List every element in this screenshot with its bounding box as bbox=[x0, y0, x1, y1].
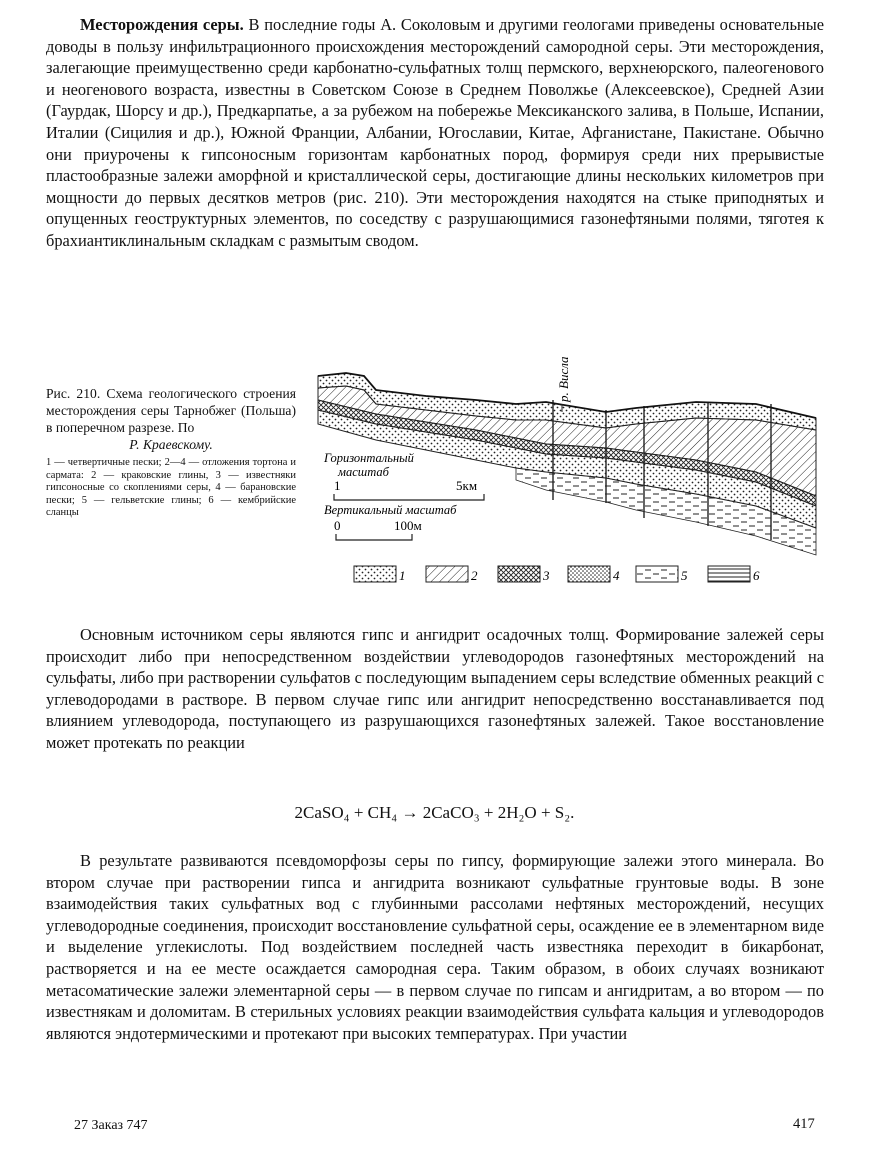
legend-swatch-1 bbox=[354, 566, 396, 582]
paragraph-1 bbox=[46, 14, 824, 252]
hscale-title-1: Горизонтальный bbox=[324, 451, 414, 465]
legend-num-6: 6 bbox=[753, 568, 760, 583]
legend-swatch-4 bbox=[568, 566, 610, 582]
hscale-title-2: масштаб bbox=[338, 465, 389, 479]
page-number: 417 bbox=[793, 1116, 815, 1132]
paragraph-1-text: В последние годы А. Соколовым и другими геологами приведены основательные доводы в пользу инфильтрационного происхождения месторождений самородной серы. Эти месторождения, залегающие преимущественно среди карбонатно-сульфатных толщ пермского, верхнеюрского, палеогенового и неогенового возраста, известны в Советском Союзе в Среднем Поволжье (Алексеевское), Средней Азии (Гаурдак, Шорсу и др.), Предкарпатье, а за рубежом на побережье Мексиканского залива, в Польше, Испании, Италии (Сицилия и др.), Южной Франции, Албании, Югославии, Китае, Афганистане, Пакистане. Обычно они приурочены к гипсоносным горизонтам карбонатных пород, формируя среди них прерывистые пластообразные залежи аморфной и кристаллической серы, достигающие длины нескольких километров при мощности до первых десятков метров (рис. 210). Эти месторождения находятся на стыке приподнятых и опущенных геоструктурных элементов, по соседству с разрушающимися газонефтяными полями, тяготея к брахиантиклинальным складкам с размытым сводом. bbox=[46, 15, 824, 250]
legend-swatch-6 bbox=[708, 566, 750, 582]
legend-num-4: 4 bbox=[613, 568, 620, 583]
vscale-end: 100м bbox=[394, 518, 422, 533]
geological-cross-section bbox=[316, 340, 836, 602]
figure-caption bbox=[46, 385, 296, 520]
legend-swatch-5 bbox=[636, 566, 678, 582]
footer-order: 27 Заказ 747 bbox=[74, 1118, 148, 1133]
legend-num-2: 2 bbox=[471, 568, 478, 583]
caption-author: Р. Краевскому. bbox=[129, 437, 213, 452]
caption-legend: 1 — четвертичные пески; 2—4 — отложения тортона и сармата: 2 — краковские глины, 3 — известняки гипсоносные со скоплениями серы, 4 — барановские пески; 5 — гельветские глины; 6 — кембрийские сланцы bbox=[46, 457, 296, 518]
paragraph-2: Основным источником серы являются гипс и ангидрит осадочных толщ. Формирование залежей серы происходит либо при непосредственном воздействии углеводородов газонефтяных месторождений на сульфаты, либо при растворении сульфатов с последующим выпадением серы вследствие обменных реакций с углеводородами в растворе. В первом случае гипс или ангидрит непосредственно восстанавливается под влиянием углеводорода, поступающего из разрушающихся газонефтяных залежей. Такое восстановление может протекать по реакции bbox=[46, 625, 824, 752]
legend-num-5: 5 bbox=[681, 568, 688, 583]
legend-swatch-3 bbox=[498, 566, 540, 582]
caption-title: Рис. 210. Схема геологического строения месторождения серы Тарнобжег (Польша) в поперечном разрезе. По bbox=[46, 386, 296, 435]
figure-legend bbox=[354, 566, 760, 583]
vscale-bar bbox=[336, 534, 412, 540]
paragraph-3: В результате развиваются псевдоморфозы серы по гипсу, формирующие залежи этого минерала. Во втором случае при растворении гипса и ангидрита возникают сульфатные грунтовые воды. В зоне взаимодействия таких сульфатных вод с глубинными рассолами нефтяных месторождений, несущих углеводородные соединения, происходит восстановление сульфатной серы, осаждение ее в элементарном виде и выделение углекислоты. Под воздействием последней часть известняка переходит в бикарбонат, растворяется и на ее месте осаждается самородная сера. Таким образом, в обоих случаях возникают метасоматические залежи элементарной серы — в первом случае по гипсам и ангидритам, а во втором — по известнякам и доломитам. В стерильных условиях реакции взаимодействия сульфата кальция и углеводородов являются эндотермическими и протекают при высоких температурах. При участии bbox=[46, 851, 824, 1043]
reaction-formula: 2CaSO₄ + CH₄ → 2CaCO₃ + 2H₂O + S₂. bbox=[294, 803, 575, 822]
hscale-end: 5км bbox=[456, 478, 478, 493]
vscale-start: 0 bbox=[334, 518, 341, 533]
legend-num-3: 3 bbox=[543, 568, 550, 583]
section-heading: Месторождения серы. bbox=[80, 15, 244, 34]
river-label: р. Висла bbox=[556, 356, 571, 402]
legend-num-1: 1 bbox=[399, 568, 406, 583]
hscale-bar bbox=[334, 494, 484, 500]
hscale-start: 1 bbox=[334, 478, 341, 493]
vscale-title: Вертикальный масштаб bbox=[324, 503, 457, 517]
legend-swatch-2 bbox=[426, 566, 468, 582]
